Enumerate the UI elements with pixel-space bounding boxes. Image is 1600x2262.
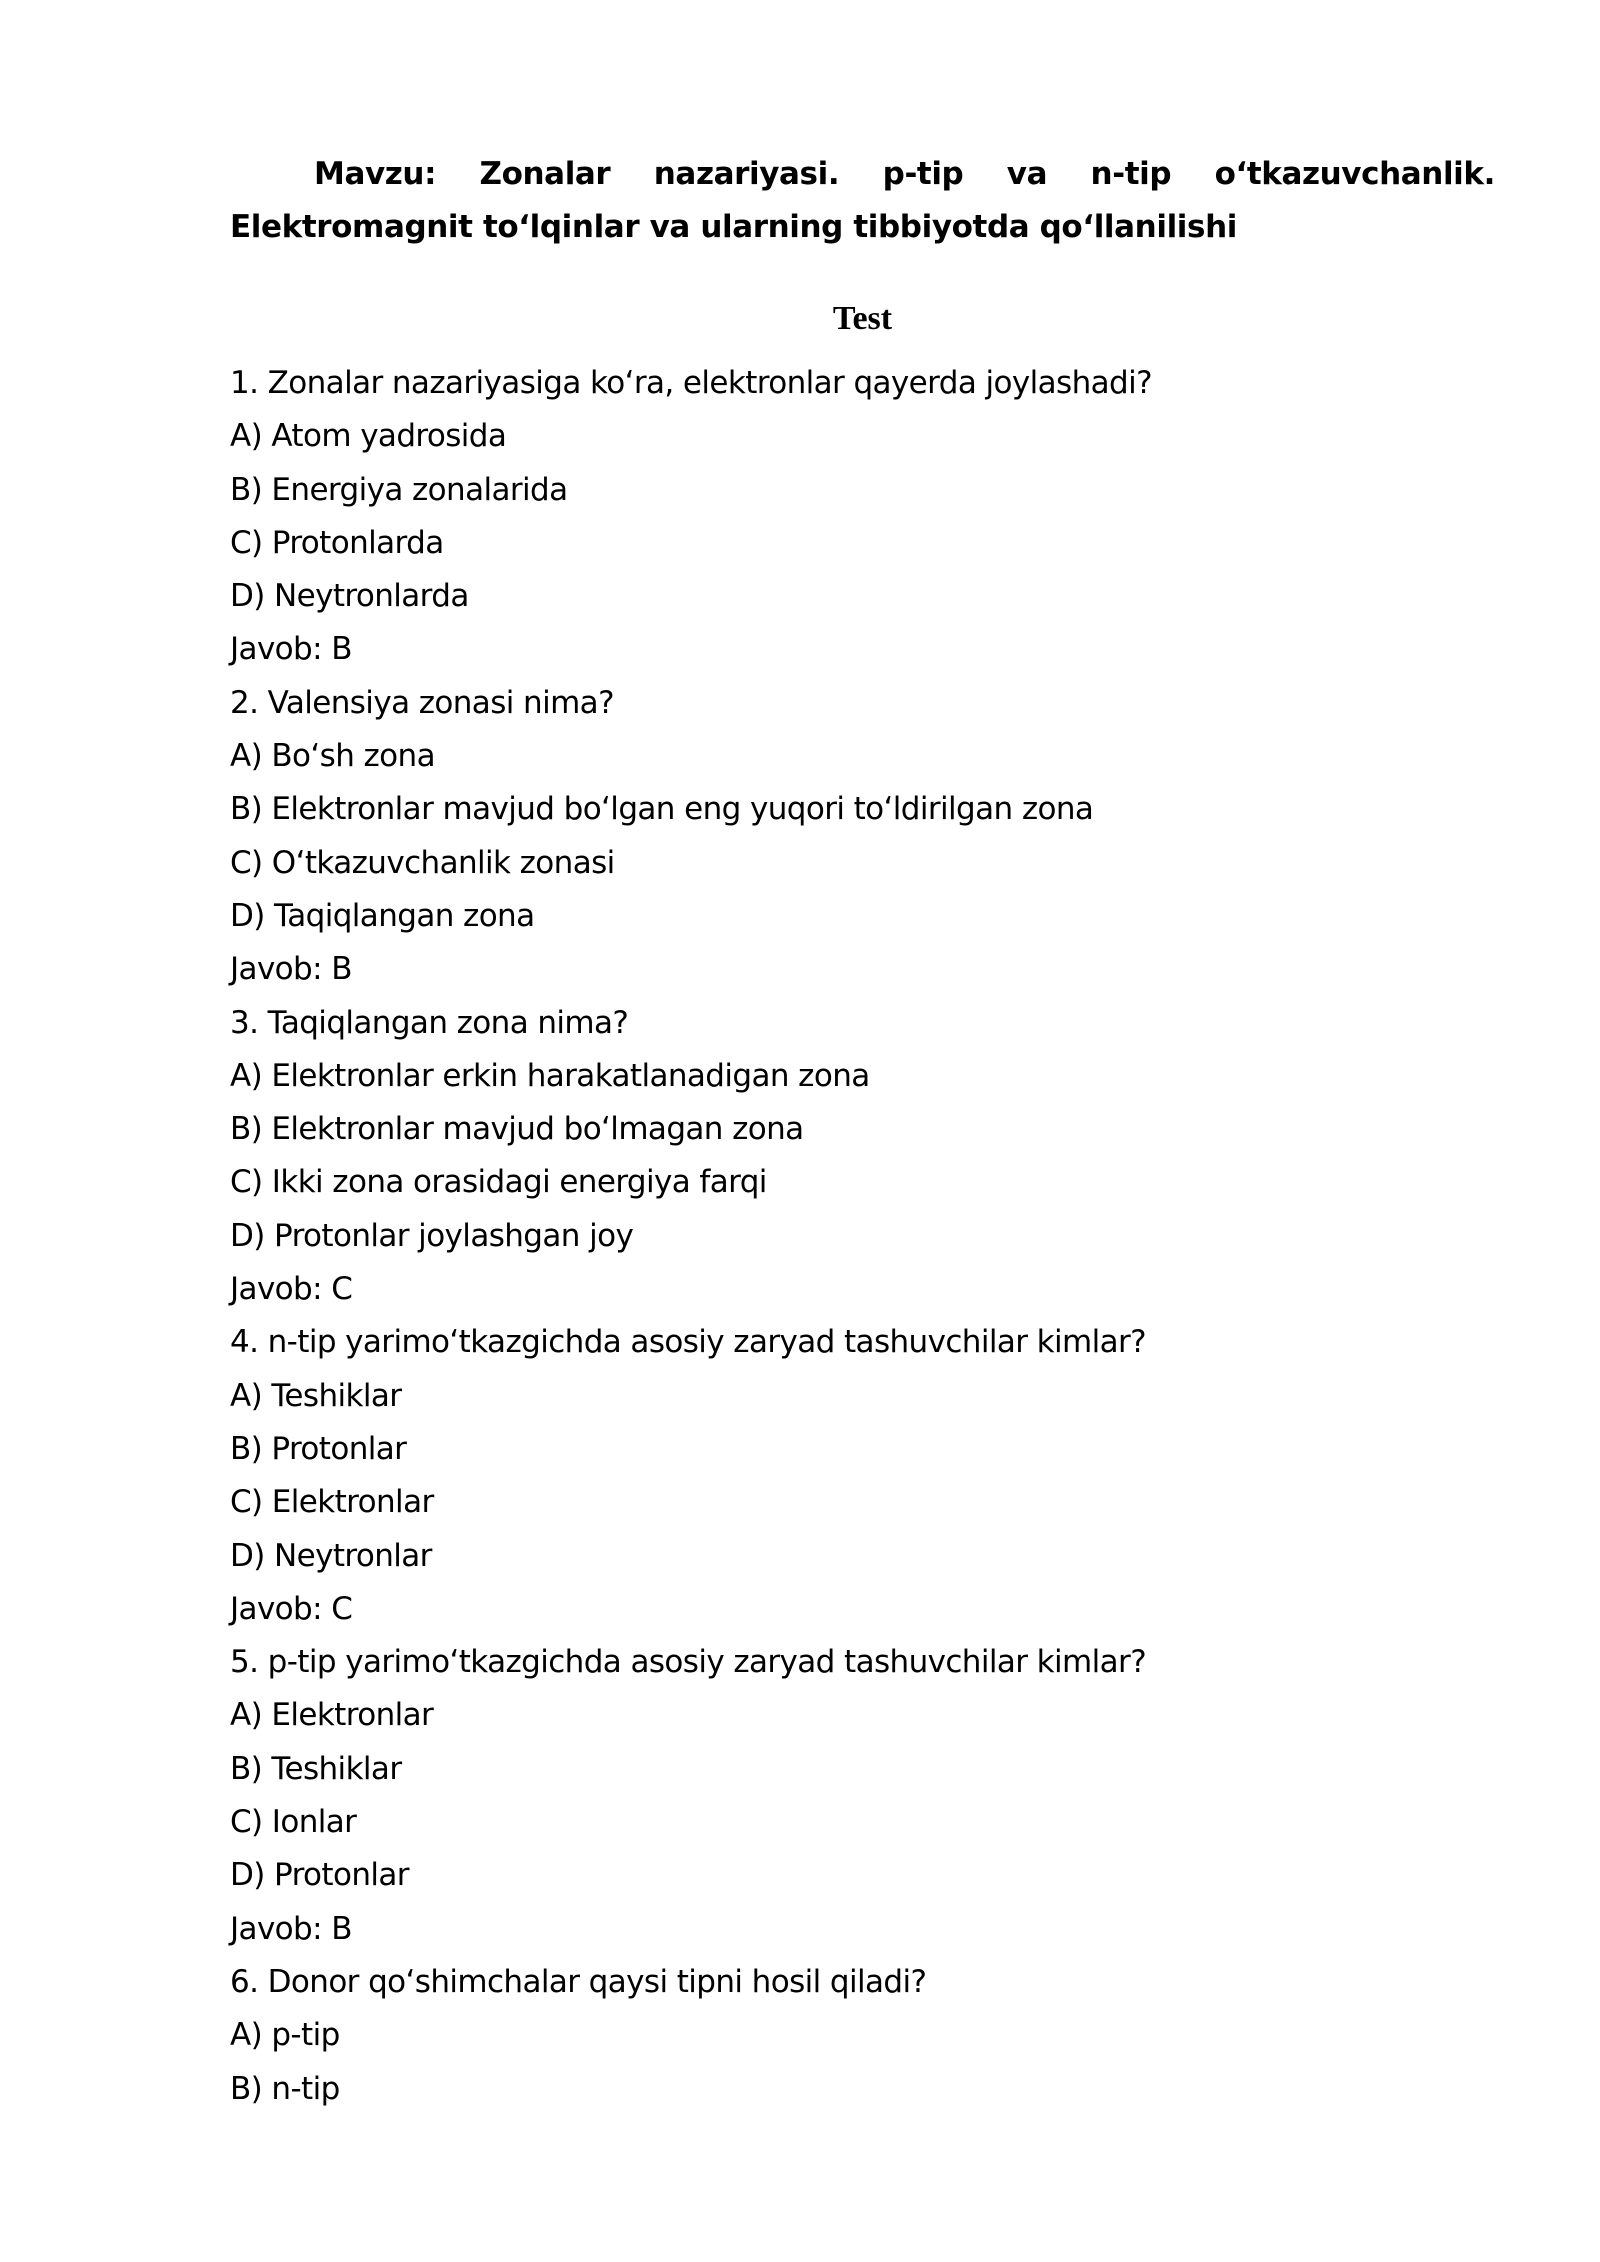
document-content — [230, 148, 1495, 2116]
correct-answer: Javob: C — [230, 1271, 353, 1308]
answer-option: B) Energiya zonalarida — [230, 471, 568, 508]
question-block — [230, 677, 1495, 997]
question-block — [230, 357, 1495, 677]
answer-option: B) Protonlar — [230, 1430, 407, 1467]
answer-option: B) Teshiklar — [230, 1750, 402, 1787]
answer-option: B) Elektronlar mavjud bo‘lmagan zona — [230, 1111, 804, 1148]
answer-option: A) Elektronlar — [230, 1697, 434, 1734]
answer-option: A) p-tip — [230, 2017, 340, 2054]
answer-option: D) Taqiqlangan zona — [230, 897, 535, 934]
answer-option: C) O‘tkazuvchanlik zonasi — [230, 844, 615, 881]
answer-option: A) Bo‘sh zona — [230, 738, 435, 775]
answer-option: A) Teshiklar — [230, 1377, 402, 1414]
question-list — [230, 357, 1495, 2116]
document-heading: Mavzu: Zonalar nazariyasi. p-tip va n-tip o‘tkazuvchanlik. Elektromagnit to‘lqinlar va ularning tibbiyotda qo‘llanilishi — [230, 156, 1495, 245]
correct-answer: Javob: C — [230, 1590, 353, 1627]
answer-option: A) Atom yadrosida — [230, 418, 507, 455]
answer-option: D) Protonlar — [230, 1857, 409, 1894]
answer-option: D) Neytronlarda — [230, 578, 469, 615]
answer-option: D) Protonlar joylashgan joy — [230, 1217, 634, 1254]
question-block — [230, 1316, 1495, 1636]
answer-option: D) Neytronlar — [230, 1537, 432, 1574]
correct-answer: Javob: B — [230, 1910, 352, 1947]
question-text: 3. Taqiqlangan zona nima? — [230, 1004, 629, 1041]
test-title: Test — [832, 300, 893, 337]
answer-option: C) Elektronlar — [230, 1484, 434, 1521]
question-block — [230, 997, 1495, 1317]
question-block — [230, 1956, 1495, 2116]
answer-option: C) Ikki zona orasidagi energiya farqi — [230, 1164, 767, 1201]
answer-option: C) Ionlar — [230, 1804, 357, 1841]
answer-option: B) Elektronlar mavjud bo‘lgan eng yuqori to‘ldirilgan zona — [230, 791, 1094, 828]
correct-answer: Javob: B — [230, 951, 352, 988]
question-text: 4. n-tip yarimo‘tkazgichda asosiy zaryad tashuvchilar kimlar? — [230, 1324, 1147, 1361]
question-text: 6. Donor qo‘shimchalar qaysi tipni hosil qiladi? — [230, 1963, 927, 2000]
answer-option: C) Protonlarda — [230, 524, 444, 561]
question-text: 5. p-tip yarimo‘tkazgichda asosiy zaryad tashuvchilar kimlar? — [230, 1644, 1147, 1681]
question-block — [230, 1636, 1495, 1956]
correct-answer: Javob: B — [230, 631, 352, 668]
answer-option: B) n-tip — [230, 2070, 340, 2107]
question-text: 1. Zonalar nazariyasiga ko‘ra, elektronlar qayerda joylashadi? — [230, 365, 1152, 401]
answer-option: A) Elektronlar erkin harakatlanadigan zona — [230, 1057, 870, 1094]
question-text: 2. Valensiya zonasi nima? — [230, 684, 614, 721]
